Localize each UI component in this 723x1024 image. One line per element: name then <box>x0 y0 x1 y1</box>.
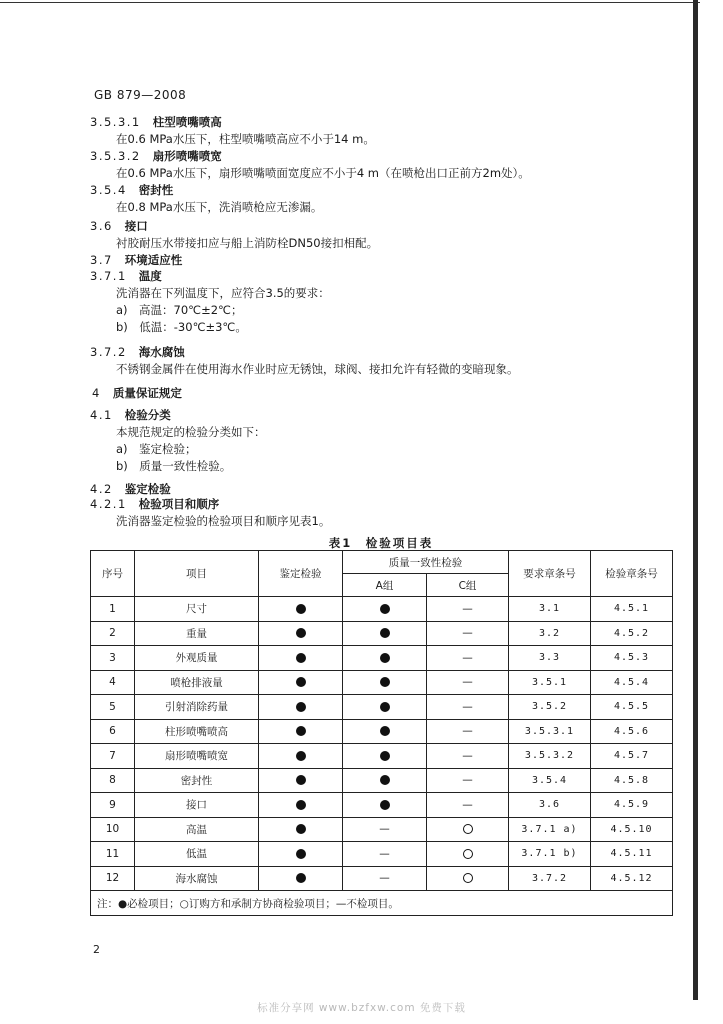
header-group-a: A组 <box>343 574 427 597</box>
row-seq: 11 <box>91 842 135 867</box>
row-identification <box>259 695 343 720</box>
table-row <box>91 866 673 891</box>
section-title: 接口 <box>124 219 148 233</box>
row-group-c <box>427 842 509 867</box>
row-seq: 2 <box>91 621 135 646</box>
row-group-c <box>427 817 509 842</box>
header-test-clause: 检验章条号 <box>591 551 673 597</box>
header-quality-consistency: 质量一致性检验 <box>343 551 509 574</box>
table-row <box>91 646 673 671</box>
required-dot-icon <box>380 751 390 761</box>
section-number: 3.7.1 <box>90 269 127 283</box>
header-group-c: C组 <box>427 574 509 597</box>
row-identification <box>259 842 343 867</box>
row-item: 引射消除药量 <box>135 695 259 720</box>
row-seq: 10 <box>91 817 135 842</box>
section-number: 4 <box>92 386 101 400</box>
section-body: 衬胶耐压水带接扣应与船上消防栓DN50接扣相配。 <box>116 236 379 250</box>
section-title: 密封性 <box>138 183 174 197</box>
section-heading <box>90 117 222 129</box>
required-dot-icon <box>296 873 306 883</box>
section-body: 在0.8 MPa水压下，洗消喷枪应无渗漏。 <box>116 200 323 214</box>
section-heading <box>90 151 222 163</box>
section-title: 检验分类 <box>124 408 171 422</box>
header-identification: 鉴定检验 <box>259 551 343 597</box>
required-dot-icon <box>380 775 390 785</box>
row-requirement-clause: 3.5.3.1 <box>509 719 591 744</box>
required-dot-icon <box>296 800 306 810</box>
section-heading <box>90 221 148 233</box>
section-heading <box>90 255 182 267</box>
row-test-clause: 4.5.6 <box>591 719 673 744</box>
required-dot-icon <box>296 702 306 712</box>
row-group-a: — <box>343 817 427 842</box>
required-dot-icon <box>380 800 390 810</box>
row-item: 海水腐蚀 <box>135 866 259 891</box>
section-number: 4.2 <box>90 482 113 496</box>
row-identification <box>259 621 343 646</box>
required-dot-icon <box>296 849 306 859</box>
list-item: a) 鉴定检验； <box>116 442 197 456</box>
required-dot-icon <box>296 604 306 614</box>
section-number: 4.2.1 <box>90 497 127 511</box>
list-item: b) 质量一致性检验。 <box>116 459 232 473</box>
table-row <box>91 793 673 818</box>
row-group-c: — <box>427 695 509 720</box>
row-test-clause: 4.5.11 <box>591 842 673 867</box>
row-group-a <box>343 793 427 818</box>
row-item: 高温 <box>135 817 259 842</box>
section-title: 环境适应性 <box>124 253 183 267</box>
row-item: 重量 <box>135 621 259 646</box>
row-item: 外观质量 <box>135 646 259 671</box>
required-dot-icon <box>296 653 306 663</box>
table-note: 注：●必检项目；○订购方和承制方协商检验项目；—不检项目。 <box>91 891 673 916</box>
row-test-clause: 4.5.10 <box>591 817 673 842</box>
row-requirement-clause: 3.7.1 b) <box>509 842 591 867</box>
negotiated-circle-icon <box>463 824 473 834</box>
row-seq: 8 <box>91 768 135 793</box>
row-seq: 6 <box>91 719 135 744</box>
scan-border-top <box>0 2 700 3</box>
required-dot-icon <box>380 702 390 712</box>
table-row <box>91 768 673 793</box>
section-title: 鉴定检验 <box>124 482 171 496</box>
row-group-c: — <box>427 793 509 818</box>
section-body: 洗消器鉴定检验的检验项目和顺序见表1。 <box>116 514 331 528</box>
row-group-c: — <box>427 670 509 695</box>
section-body: 在0.6 MPa水压下，柱型喷嘴喷高应不小于14 m。 <box>116 132 375 146</box>
inspection-items-table <box>90 550 673 916</box>
section-body: 不锈钢金属件在使用海水作业时应无锈蚀，球阀、接扣允许有轻微的变暗现象。 <box>116 362 519 376</box>
list-item: a) 高温：70℃±2℃； <box>116 303 243 317</box>
watermark-footer: 标准分享网 www.bzfxw.com 免费下载 <box>257 1002 466 1014</box>
row-identification <box>259 744 343 769</box>
row-group-c: — <box>427 719 509 744</box>
row-group-c: — <box>427 621 509 646</box>
section-title: 扇形喷嘴喷宽 <box>152 149 222 163</box>
row-requirement-clause: 3.5.1 <box>509 670 591 695</box>
row-requirement-clause: 3.7.2 <box>509 866 591 891</box>
section-number: 3.7.2 <box>90 345 127 359</box>
row-group-a <box>343 744 427 769</box>
section-heading <box>90 185 173 197</box>
section-number: 3.7 <box>90 253 113 267</box>
table-row <box>91 817 673 842</box>
row-group-a <box>343 768 427 793</box>
header-seq: 序号 <box>91 551 135 597</box>
row-group-a: — <box>343 866 427 891</box>
row-group-a <box>343 597 427 622</box>
row-requirement-clause: 3.6 <box>509 793 591 818</box>
row-group-c: — <box>427 768 509 793</box>
row-identification <box>259 719 343 744</box>
row-requirement-clause: 3.3 <box>509 646 591 671</box>
section-title: 质量保证规定 <box>112 386 182 400</box>
row-requirement-clause: 3.5.2 <box>509 695 591 720</box>
required-dot-icon <box>296 628 306 638</box>
row-seq: 7 <box>91 744 135 769</box>
row-identification <box>259 793 343 818</box>
row-identification <box>259 646 343 671</box>
required-dot-icon <box>296 824 306 834</box>
table-row <box>91 695 673 720</box>
row-item: 扇形喷嘴喷宽 <box>135 744 259 769</box>
row-item: 低温 <box>135 842 259 867</box>
row-group-a <box>343 719 427 744</box>
row-group-c: — <box>427 744 509 769</box>
row-requirement-clause: 3.1 <box>509 597 591 622</box>
row-item: 接口 <box>135 793 259 818</box>
required-dot-icon <box>296 775 306 785</box>
row-identification <box>259 670 343 695</box>
required-dot-icon <box>380 604 390 614</box>
required-dot-icon <box>296 751 306 761</box>
table-row <box>91 744 673 769</box>
row-item: 密封性 <box>135 768 259 793</box>
row-group-c: — <box>427 597 509 622</box>
section-title: 检验项目和顺序 <box>138 497 220 511</box>
row-test-clause: 4.5.3 <box>591 646 673 671</box>
row-seq: 9 <box>91 793 135 818</box>
row-test-clause: 4.5.5 <box>591 695 673 720</box>
section-heading <box>90 347 185 359</box>
row-seq: 1 <box>91 597 135 622</box>
section-number: 3.5.3.2 <box>90 149 141 163</box>
section-heading <box>90 271 162 283</box>
table-row <box>91 719 673 744</box>
row-group-c <box>427 866 509 891</box>
row-group-a <box>343 646 427 671</box>
row-seq: 12 <box>91 866 135 891</box>
row-test-clause: 4.5.7 <box>591 744 673 769</box>
row-test-clause: 4.5.8 <box>591 768 673 793</box>
row-seq: 3 <box>91 646 135 671</box>
section-heading <box>92 388 182 400</box>
row-item: 尺寸 <box>135 597 259 622</box>
list-item: b) 低温：-30℃±3℃。 <box>116 320 247 334</box>
row-test-clause: 4.5.4 <box>591 670 673 695</box>
section-number: 3.5.3.1 <box>90 115 141 129</box>
section-body: 本规范规定的检验分类如下： <box>116 425 266 439</box>
section-number: 3.6 <box>90 219 113 233</box>
row-group-a: — <box>343 842 427 867</box>
row-identification <box>259 866 343 891</box>
row-requirement-clause: 3.5.4 <box>509 768 591 793</box>
row-identification <box>259 768 343 793</box>
section-title: 海水腐蚀 <box>138 345 185 359</box>
header-item: 项目 <box>135 551 259 597</box>
negotiated-circle-icon <box>463 873 473 883</box>
standard-code: GB 879—2008 <box>94 88 187 102</box>
table-caption: 表1 检验项目表 <box>328 536 434 550</box>
row-test-clause: 4.5.2 <box>591 621 673 646</box>
row-seq: 5 <box>91 695 135 720</box>
row-seq: 4 <box>91 670 135 695</box>
table-row <box>91 621 673 646</box>
section-title: 温度 <box>138 269 162 283</box>
section-number: 4.1 <box>90 408 113 422</box>
row-requirement-clause: 3.7.1 a) <box>509 817 591 842</box>
section-heading <box>90 499 219 511</box>
table-row <box>91 670 673 695</box>
row-test-clause: 4.5.1 <box>591 597 673 622</box>
required-dot-icon <box>296 677 306 687</box>
row-item: 柱形喷嘴喷高 <box>135 719 259 744</box>
section-number: 3.5.4 <box>90 183 127 197</box>
row-group-c: — <box>427 646 509 671</box>
row-identification <box>259 817 343 842</box>
required-dot-icon <box>380 628 390 638</box>
section-title: 柱型喷嘴喷高 <box>152 115 222 129</box>
section-heading <box>90 410 171 422</box>
row-item: 喷枪排液量 <box>135 670 259 695</box>
section-heading <box>90 484 171 496</box>
header-requirement-clause: 要求章条号 <box>509 551 591 597</box>
required-dot-icon <box>380 677 390 687</box>
row-group-a <box>343 670 427 695</box>
row-group-a <box>343 695 427 720</box>
negotiated-circle-icon <box>463 849 473 859</box>
table-row <box>91 842 673 867</box>
section-body: 洗消器在下列温度下，应符合3.5的要求： <box>116 286 330 300</box>
row-identification <box>259 597 343 622</box>
page-number: 2 <box>93 943 100 956</box>
row-group-a <box>343 621 427 646</box>
section-body: 在0.6 MPa水压下，扇形喷嘴喷面宽度应不小于4 m（在喷枪出口正前方2m处）。 <box>116 166 530 180</box>
required-dot-icon <box>296 726 306 736</box>
row-requirement-clause: 3.5.3.2 <box>509 744 591 769</box>
required-dot-icon <box>380 653 390 663</box>
row-test-clause: 4.5.9 <box>591 793 673 818</box>
required-dot-icon <box>380 726 390 736</box>
table-row <box>91 597 673 622</box>
row-requirement-clause: 3.2 <box>509 621 591 646</box>
scan-border-right <box>693 0 698 1000</box>
row-test-clause: 4.5.12 <box>591 866 673 891</box>
